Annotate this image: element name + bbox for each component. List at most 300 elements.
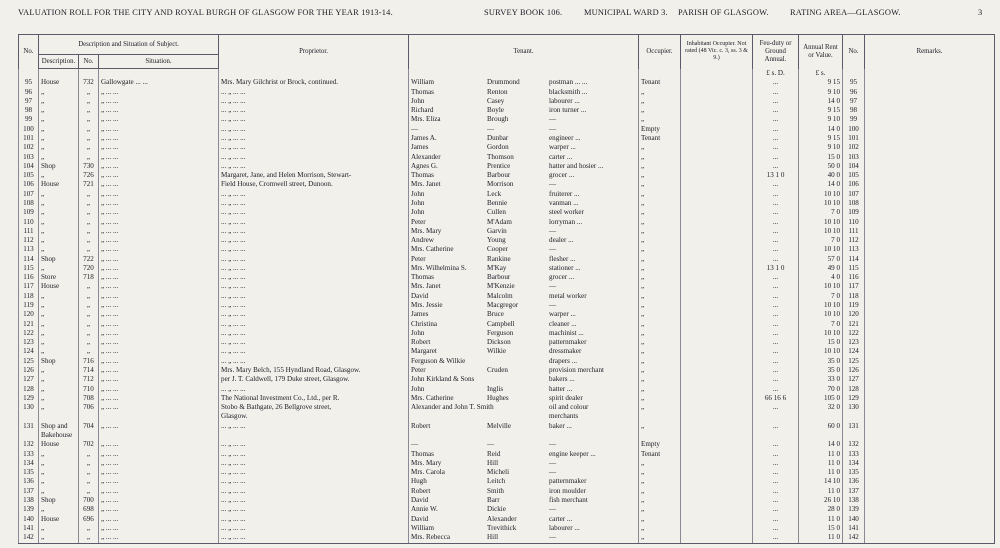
tenant-occupation: blacksmith ... [549, 87, 588, 96]
tenant-first-name: William [411, 523, 434, 532]
row-remarks [865, 412, 995, 421]
row-feu-duty: ... [753, 477, 799, 486]
col-no: No. [19, 35, 39, 69]
row-description: „ [39, 153, 79, 162]
tenant-occupation: warper ... [549, 310, 576, 319]
row-street-number: 696 [79, 515, 99, 524]
row-rent: 7 0 [799, 236, 843, 245]
row-situation: „ ... ... [99, 320, 219, 329]
tenant-first-name: William [411, 78, 434, 87]
row-occupier: „ [639, 301, 681, 310]
tenant-occupation: baker ... [549, 421, 572, 430]
row-feu-duty: ... [753, 505, 799, 514]
tenant-occupation: engineer ... [549, 133, 581, 142]
row-occupier: „ [639, 282, 681, 291]
row-rent: 35 0 [799, 357, 843, 366]
row-situation: „ ... ... [99, 143, 219, 152]
row-description: „ [39, 394, 79, 403]
row-occupier: „ [639, 394, 681, 403]
row-situation: „ ... ... [99, 357, 219, 366]
row-number: 125 [19, 357, 39, 366]
row-situation: „ ... ... [99, 236, 219, 245]
tenant-first-name: David [411, 291, 429, 300]
table-row [19, 366, 995, 375]
row-number-right: 123 [843, 338, 865, 347]
tenant-occupation: merchants [549, 412, 579, 421]
row-feu-duty: ... [753, 227, 799, 236]
tenant-occupation: grocer ... [549, 171, 575, 180]
row-rent: 60 0 [799, 422, 843, 431]
row-description: „ [39, 375, 79, 384]
row-street-number: „ [79, 468, 99, 477]
row-street-number: 710 [79, 385, 99, 394]
row-tenant [409, 236, 639, 245]
row-inhabitant [681, 375, 753, 384]
row-inhabitant [681, 134, 753, 143]
tenant-occupation: — [549, 505, 557, 514]
rating-area: RATING AREA—GLASGOW. [790, 8, 901, 17]
tenant-surname: Smith [487, 486, 504, 495]
row-number-right: 95 [843, 78, 865, 87]
row-proprietor: ... „ ... ... [219, 450, 409, 459]
row-remarks [865, 227, 995, 236]
tenant-first-name: Alexander and John T. Smith [411, 403, 494, 412]
row-rent: 105 0 [799, 394, 843, 403]
row-proprietor: ... „ ... ... [219, 320, 409, 329]
row-feu-duty: ... [753, 143, 799, 152]
page-number: 3 [978, 8, 983, 17]
row-description: „ [39, 366, 79, 375]
row-situation: „ ... ... [99, 97, 219, 106]
row-proprietor: ... „ ... ... [219, 282, 409, 291]
tenant-occupation: steel worker [549, 208, 584, 217]
tenant-occupation: — [549, 458, 557, 467]
row-description: „ [39, 385, 79, 394]
table-row [19, 171, 995, 180]
row-proprietor: ... „ ... ... [219, 190, 409, 199]
tenant-first-name: James [411, 310, 429, 319]
row-number-right: 96 [843, 88, 865, 97]
row-remarks [865, 180, 995, 189]
row-proprietor: ... „ ... ... [219, 218, 409, 227]
table-row [19, 487, 995, 496]
row-situation: „ ... ... [99, 524, 219, 533]
row-feu-duty: ... [753, 533, 799, 543]
row-tenant [409, 292, 639, 301]
row-number: 122 [19, 329, 39, 338]
tenant-occupation: fish merchant [549, 495, 588, 504]
table-row [19, 412, 995, 421]
row-feu-duty: ... [753, 459, 799, 468]
row-number-right: 121 [843, 320, 865, 329]
tenant-occupation: drapers ... [549, 356, 577, 365]
row-description: „ [39, 171, 79, 180]
row-proprietor: ... „ ... ... [219, 143, 409, 152]
row-occupier: „ [639, 245, 681, 254]
row-tenant [409, 320, 639, 329]
col-tenant: Tenant. [409, 35, 639, 69]
row-number: 133 [19, 450, 39, 459]
row-situation: „ ... ... [99, 505, 219, 514]
row-number-right: 120 [843, 310, 865, 319]
row-proprietor: ... „ ... ... [219, 255, 409, 264]
row-number: 140 [19, 515, 39, 524]
row-number: 123 [19, 338, 39, 347]
survey-book: SURVEY BOOK 106. [484, 8, 563, 17]
row-feu-duty: ... [753, 255, 799, 264]
row-number-right: 122 [843, 329, 865, 338]
row-rent: 70 0 [799, 385, 843, 394]
tenant-first-name: Thomas [411, 171, 434, 180]
tenant-occupation: oil and colour [549, 403, 589, 412]
tenant-occupation: — [549, 282, 557, 291]
row-situation: „ ... ... [99, 227, 219, 236]
row-feu-duty: ... [753, 199, 799, 208]
row-number: 130 [19, 403, 39, 412]
row-remarks [865, 171, 995, 180]
row-tenant [409, 106, 639, 115]
row-number-right [843, 431, 865, 440]
table-row [19, 245, 995, 254]
row-occupier: „ [639, 468, 681, 477]
row-description: Shop [39, 357, 79, 366]
row-tenant [409, 366, 639, 375]
row-number: 110 [19, 218, 39, 227]
row-proprietor: ... „ ... ... [219, 440, 409, 449]
row-tenant [409, 524, 639, 533]
row-number: 120 [19, 310, 39, 319]
row-occupier: „ [639, 162, 681, 171]
tenant-occupation: dealer ... [549, 236, 574, 245]
table-row [19, 329, 995, 338]
row-number: 134 [19, 459, 39, 468]
row-number-right: 102 [843, 143, 865, 152]
row-inhabitant [681, 524, 753, 533]
row-situation: „ ... ... [99, 88, 219, 97]
row-street-number: „ [79, 190, 99, 199]
row-situation: „ ... ... [99, 106, 219, 115]
row-number: 132 [19, 440, 39, 449]
row-description: „ [39, 125, 79, 134]
row-inhabitant [681, 143, 753, 152]
row-situation: „ ... ... [99, 218, 219, 227]
row-situation: „ ... ... [99, 515, 219, 524]
row-feu-duty: ... [753, 218, 799, 227]
row-situation: „ ... ... [99, 301, 219, 310]
tenant-occupation: stationer ... [549, 263, 581, 272]
tenant-first-name: John [411, 384, 425, 393]
row-tenant [409, 153, 639, 162]
row-description: Shop [39, 255, 79, 264]
table-row [19, 385, 995, 394]
tenant-occupation: — [549, 226, 557, 235]
row-remarks [865, 385, 995, 394]
row-rent: 9 10 [799, 115, 843, 124]
row-proprietor: ... „ ... ... [219, 533, 409, 543]
row-street-number: 716 [79, 357, 99, 366]
row-proprietor: ... „ ... ... [219, 292, 409, 301]
tenant-first-name: Mrs. Janet [411, 282, 441, 291]
row-situation: „ ... ... [99, 422, 219, 431]
row-number-right: 114 [843, 255, 865, 264]
row-proprietor: ... „ ... ... [219, 301, 409, 310]
row-inhabitant [681, 310, 753, 319]
table-row [19, 78, 995, 87]
row-street-number: „ [79, 245, 99, 254]
tenant-occupation: engine keeper ... [549, 449, 596, 458]
row-inhabitant [681, 282, 753, 291]
tenant-first-name: — [411, 440, 419, 449]
row-situation: „ ... ... [99, 115, 219, 124]
row-number-right: 133 [843, 450, 865, 459]
tenant-occupation: — [549, 468, 557, 477]
row-number-right: 104 [843, 162, 865, 171]
row-situation: „ ... ... [99, 468, 219, 477]
row-description: „ [39, 227, 79, 236]
row-situation: „ ... ... [99, 171, 219, 180]
col-description: Description. [39, 55, 79, 69]
row-remarks [865, 357, 995, 366]
tenant-occupation: postman ... ... [549, 78, 588, 87]
row-rent: 40 0 [799, 171, 843, 180]
row-tenant [409, 440, 639, 449]
row-feu-duty: ... [753, 106, 799, 115]
row-feu-duty: 13 1 0 [753, 264, 799, 273]
tenant-surname: Micheli [487, 468, 510, 477]
row-street-number: „ [79, 524, 99, 533]
tenant-first-name: Mrs. Catherine [411, 245, 454, 254]
row-number-right: 125 [843, 357, 865, 366]
col-inhabitant-occupier: Inhabitant Occupier. Not rated (48 Vic. c. 3, ss. 3 & 9.) [681, 35, 753, 69]
row-rent: 10 10 [799, 329, 843, 338]
row-proprietor: ... „ ... ... [219, 347, 409, 356]
row-proprietor: ... „ ... ... [219, 329, 409, 338]
row-feu-duty: ... [753, 245, 799, 254]
row-feu-duty: ... [753, 125, 799, 134]
row-remarks [865, 245, 995, 254]
table-row [19, 422, 995, 431]
row-description: „ [39, 143, 79, 152]
row-feu-duty: ... [753, 236, 799, 245]
row-rent: 9 15 [799, 106, 843, 115]
table-row [19, 394, 995, 403]
row-occupier: „ [639, 106, 681, 115]
row-proprietor: Field House, Cromwell street, Dunoon. [219, 180, 409, 189]
row-proprietor: ... „ ... ... [219, 208, 409, 217]
tenant-surname: Leck [487, 189, 502, 198]
row-remarks [865, 422, 995, 431]
row-description: „ [39, 106, 79, 115]
tenant-occupation: hatter ... [549, 384, 573, 393]
row-situation [99, 412, 219, 421]
tenant-surname: Dickson [487, 338, 511, 347]
row-street-number: 704 [79, 422, 99, 431]
row-tenant [409, 199, 639, 208]
table-row [19, 450, 995, 459]
row-feu-duty: ... [753, 403, 799, 412]
municipal-ward: MUNICIPAL WARD 3. [584, 8, 668, 17]
row-remarks [865, 106, 995, 115]
tenant-first-name: Mrs. Rebecca [411, 533, 451, 542]
row-rent: 10 10 [799, 301, 843, 310]
col-situation: Situation. [99, 55, 219, 69]
table-row [19, 440, 995, 449]
tenant-surname: Cooper [487, 245, 508, 254]
tenant-first-name: Hugh [411, 477, 427, 486]
row-feu-duty: ... [753, 190, 799, 199]
row-street-number: „ [79, 450, 99, 459]
row-inhabitant [681, 180, 753, 189]
row-inhabitant [681, 394, 753, 403]
tenant-first-name: Robert [411, 486, 431, 495]
table-row [19, 97, 995, 106]
table-row [19, 208, 995, 217]
row-occupier: „ [639, 310, 681, 319]
row-number: 124 [19, 347, 39, 356]
row-tenant [409, 431, 639, 440]
row-inhabitant [681, 106, 753, 115]
row-description: „ [39, 477, 79, 486]
row-remarks [865, 468, 995, 477]
row-situation: Gallowgate ... ... [99, 78, 219, 87]
units-row [19, 69, 995, 79]
row-inhabitant [681, 385, 753, 394]
row-proprietor: ... „ ... ... [219, 199, 409, 208]
row-rent: 9 15 [799, 78, 843, 87]
row-rent: 26 10 [799, 496, 843, 505]
row-tenant [409, 347, 639, 356]
tenant-surname: Dickie [487, 505, 506, 514]
row-remarks [865, 366, 995, 375]
row-description: „ [39, 88, 79, 97]
row-description: „ [39, 338, 79, 347]
row-rent: 35 0 [799, 366, 843, 375]
row-description: Shop [39, 496, 79, 505]
tenant-occupation: vanman ... [549, 198, 579, 207]
table-row [19, 496, 995, 505]
row-number-right: 100 [843, 125, 865, 134]
tenant-surname: Malcolm [487, 291, 513, 300]
row-feu-duty: ... [753, 301, 799, 310]
row-tenant [409, 143, 639, 152]
row-number [19, 412, 39, 421]
row-situation: „ ... ... [99, 329, 219, 338]
row-feu-duty: ... [753, 468, 799, 477]
row-occupier: „ [639, 143, 681, 152]
row-number-right: 138 [843, 496, 865, 505]
row-tenant [409, 310, 639, 319]
row-situation: „ ... ... [99, 385, 219, 394]
table-row [19, 320, 995, 329]
row-occupier: „ [639, 496, 681, 505]
parish: PARISH OF GLASGOW. [678, 8, 769, 17]
row-tenant [409, 394, 639, 403]
row-proprietor: ... „ ... ... [219, 153, 409, 162]
row-feu-duty: ... [753, 450, 799, 459]
tenant-surname: Hill [487, 458, 499, 467]
tenant-first-name: Annie W. [411, 505, 438, 514]
row-inhabitant [681, 78, 753, 87]
row-proprietor: ... „ ... ... [219, 162, 409, 171]
row-situation: „ ... ... [99, 255, 219, 264]
row-number: 128 [19, 385, 39, 394]
row-inhabitant [681, 218, 753, 227]
table-row [19, 125, 995, 134]
row-number: 136 [19, 477, 39, 486]
row-occupier: „ [639, 505, 681, 514]
table-row [19, 236, 995, 245]
row-feu-duty: ... [753, 487, 799, 496]
row-description: „ [39, 236, 79, 245]
tenant-occupation: labourer ... [549, 523, 580, 532]
row-remarks [865, 375, 995, 384]
tenant-surname: M'Adam [487, 217, 512, 226]
row-remarks [865, 310, 995, 319]
table-row [19, 292, 995, 301]
row-number: 142 [19, 533, 39, 543]
row-rent: 10 10 [799, 282, 843, 291]
row-proprietor: Margaret, Jane, and Helen Morrison, Stewart- [219, 171, 409, 180]
row-inhabitant [681, 115, 753, 124]
table-row [19, 375, 995, 384]
row-description [39, 412, 79, 421]
row-street-number: „ [79, 153, 99, 162]
row-rent: 7 0 [799, 320, 843, 329]
table-row [19, 477, 995, 486]
row-rent: 33 0 [799, 375, 843, 384]
col-feu-duty: Feu-duty or Ground Annual. [753, 35, 799, 69]
row-tenant [409, 162, 639, 171]
row-inhabitant [681, 199, 753, 208]
row-description: „ [39, 208, 79, 217]
feu-units: £ s. D. [753, 69, 799, 79]
row-remarks [865, 496, 995, 505]
row-description: „ [39, 245, 79, 254]
row-rent: 10 10 [799, 310, 843, 319]
tenant-occupation: labourer ... [549, 96, 580, 105]
page-header [0, 8, 1000, 22]
row-street-number: „ [79, 487, 99, 496]
row-street-number: „ [79, 115, 99, 124]
row-rent: 10 10 [799, 199, 843, 208]
table-row [19, 273, 995, 282]
table-row [19, 515, 995, 524]
row-number-right: 130 [843, 403, 865, 412]
tenant-first-name: Thomas [411, 87, 434, 96]
row-proprietor: ... „ ... ... [219, 115, 409, 124]
tenant-first-name: — [411, 124, 419, 133]
row-feu-duty: ... [753, 329, 799, 338]
row-rent: 7 0 [799, 292, 843, 301]
row-inhabitant [681, 236, 753, 245]
row-inhabitant [681, 227, 753, 236]
row-number-right: 119 [843, 301, 865, 310]
row-street-number: „ [79, 282, 99, 291]
row-occupier: Tenant [639, 134, 681, 143]
row-remarks [865, 338, 995, 347]
tenant-occupation: — [549, 245, 557, 254]
row-description: Shop and [39, 422, 79, 431]
row-number-right: 115 [843, 264, 865, 273]
row-situation: „ ... ... [99, 153, 219, 162]
row-occupier: „ [639, 153, 681, 162]
row-street-number: „ [79, 106, 99, 115]
row-street-number: 720 [79, 264, 99, 273]
row-feu-duty: ... [753, 78, 799, 87]
row-inhabitant [681, 292, 753, 301]
row-feu-duty: 66 16 6 [753, 394, 799, 403]
row-number-right: 131 [843, 422, 865, 431]
